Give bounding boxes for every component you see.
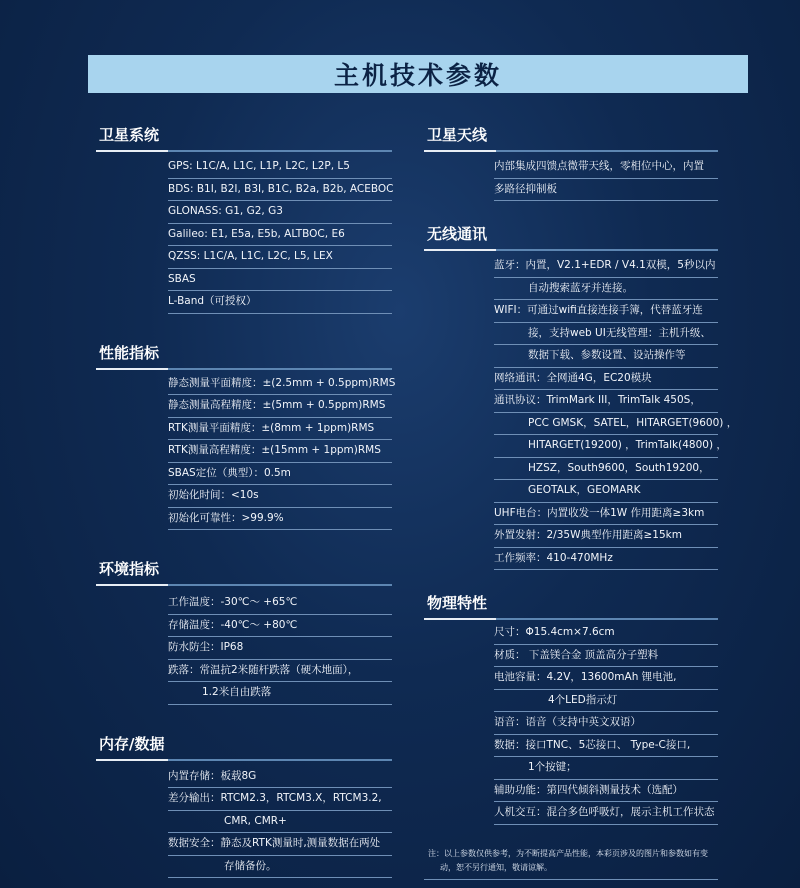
spec-list [168,766,392,879]
spec-row: 数据安全：静态及RTK测量时,测量数据在两处 [168,833,392,856]
spec-row: QZSS: L1C/A, L1C, L2C, L5, LEX [168,246,392,269]
spec-row-continued: 1.2米自由跌落 [168,682,392,705]
spec-row: 差分输出：RTCM2.3，RTCM3.X，RTCM3.2, [168,788,392,811]
spec-row: 外置发射：2/35W典型作用距离≥15km [494,525,718,548]
left-column [96,124,396,878]
section-antenna [424,124,718,201]
spec-row: WIFI：可通过wifi直接连接手簿，代替蓝牙连 [494,300,718,323]
spec-row-continued: PCC GMSK，SATEL，HITARGET(9600) ， [494,413,718,436]
spec-row: GLONASS: G1, G2, G3 [168,201,392,224]
page-title: 主机技术参数 [333,61,502,90]
spec-row: UHF电台：内置收发一体1W 作用距离≥3km [494,503,718,526]
spec-row-continued: CMR, CMR+ [168,811,392,834]
section-wireless [424,223,738,570]
spec-row: 内置存储：板载8G [168,766,392,789]
note-line-2: 动，恕不另行通知，敬请谅解。 [440,862,552,872]
spec-row: 初始化时间：<10s [168,485,392,508]
spec-row: 多路径抑制板 [494,179,718,202]
spec-row: GPS: L1C/A, L1C, L1P, L2C, L2P, L5 [168,156,392,179]
spec-row: 网络通讯：全网通4G，EC20模块 [494,368,718,391]
spec-row: 静态测量平面精度：±(2.5mm + 0.5ppm)RMS [168,373,392,396]
right-column [424,124,738,880]
spec-row: 材质： 下盖镁合金 顶盖高分子塑料 [494,645,718,668]
spec-row: RTK测量平面精度：±(8mm + 1ppm)RMS [168,418,392,441]
spec-row: 跌落：常温抗2米随杆跌落（硬木地面）， [168,660,392,683]
spec-row-continued: 存储备份。 [168,856,392,879]
spec-row-continued: 4个LED指示灯 [494,690,718,713]
spec-row: 内部集成四馈点微带天线，零相位中心，内置 [494,156,718,179]
spec-row: 通讯协议：TrimMark III，TrimTalk 450S， [494,390,718,413]
spec-row: L-Band（可授权） [168,291,392,314]
title-banner [88,55,748,93]
spec-row: 蓝牙：内置，V2.1+EDR / V4.1双模，5秒以内 [494,255,718,278]
section-heading: 物理特性 [424,592,718,620]
section-heading: 卫星系统 [96,124,392,152]
note-line-1: 注：以上参数仅供参考，为不断提高产品性能，本彩页涉及的图片和参数如有变 [428,848,708,858]
section-heading: 内存/数据 [96,733,392,761]
spec-list [494,622,718,825]
spec-row: SBAS定位（典型）：0.5m [168,463,392,486]
section-physical [424,592,718,880]
disclaimer-note [424,847,718,880]
spec-list [168,156,392,314]
spec-list [168,373,396,531]
spec-row-continued: HZSZ，South9600，South19200， [494,458,718,481]
spec-row: 工作温度：-30℃～ +65℃ [168,592,392,615]
section-environment [96,558,392,705]
section-performance [96,342,396,531]
spec-row: 电池容量：4.2V，13600mAh 锂电池, [494,667,718,690]
spec-row: RTK测量高程精度：±(15mm + 1ppm)RMS [168,440,392,463]
section-heading: 性能指标 [96,342,392,370]
spec-row: 静态测量高程精度：±(5mm + 0.5ppm)RMS [168,395,392,418]
spec-row-continued: 自动搜索蓝牙并连接。 [494,278,718,301]
spec-row: SBAS [168,269,392,292]
section-memory-data [96,733,392,879]
spec-row: 数据：接口TNC、5芯接口、 Type-C接口, [494,735,718,758]
spec-row: 尺寸：Φ15.4cm×7.6cm [494,622,718,645]
spec-row-continued: HITARGET(19200) ，TrimTalk(4800) ， [494,435,718,458]
spec-row: 语音：语音（支持中英文双语） [494,712,718,735]
spec-row: 存储温度：-40℃～ +80℃ [168,615,392,638]
spec-row: 工作频率：410-470MHz [494,548,718,571]
spec-list [494,156,718,201]
spec-row-continued: GEOTALK，GEOMARK [494,480,718,503]
spec-row: 初始化可靠性：>99.9% [168,508,392,531]
spec-row-continued: 1个按键； [494,757,718,780]
spec-row: 辅助功能：第四代倾斜测量技术（选配） [494,780,718,803]
spec-row: BDS: B1I, B2I, B3I, B1C, B2a, B2b, ACEBOC [168,179,392,202]
spec-row-continued: 数据下载、参数设置、设站操作等 [494,345,718,368]
spec-list [168,592,392,705]
section-heading: 无线通讯 [424,223,718,251]
section-heading: 环境指标 [96,558,392,586]
spec-list [494,255,738,570]
section-heading: 卫星天线 [424,124,718,152]
spec-row: Galileo: E1, E5a, E5b, ALTBOC, E6 [168,224,392,247]
spec-row: 防水防尘：IP68 [168,637,392,660]
spec-row-continued: 接，支持web UI无线管理：主机升级、 [494,323,718,346]
section-satellite-system [96,124,392,314]
spec-row: 人机交互：混合多色呼吸灯，展示主机工作状态 [494,802,718,825]
